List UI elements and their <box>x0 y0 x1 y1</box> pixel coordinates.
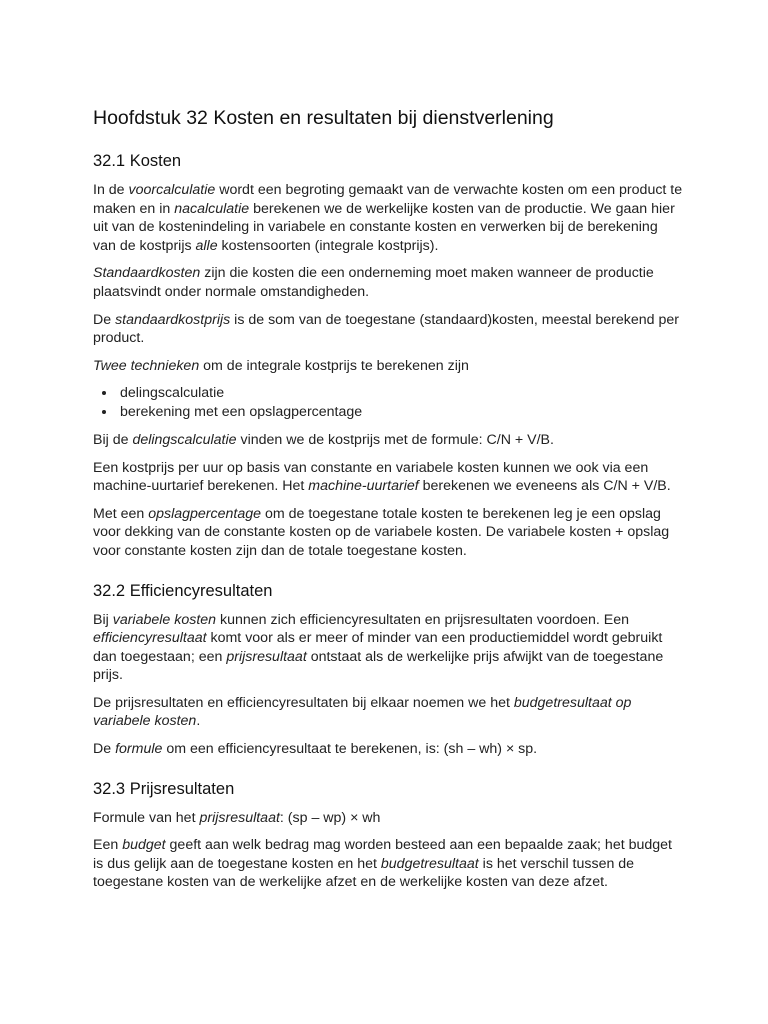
term-voorcalculatie: voorcalculatie <box>128 182 216 198</box>
paragraph <box>93 611 683 685</box>
paragraph <box>93 505 683 561</box>
text: wordt een begroting gemaakt van de verwachte kosten om een product te maken en in <box>93 182 683 217</box>
paragraph <box>93 264 683 301</box>
term-standaardkosten: Standaardkosten <box>93 265 201 282</box>
term-budgetresultaat-op-variabele-kosten: budgetresultaat op variabele kosten <box>93 694 632 730</box>
term-formule: formule <box>115 741 163 758</box>
term-twee-technieken: Twee technieken <box>93 357 200 374</box>
text: om een efficiencyresultaat te berekenen, is: (sh – wh) × sp. <box>162 741 538 758</box>
term-machine-uurtarief: machine-uurtarief <box>308 478 419 495</box>
term-budget: budget <box>122 837 166 854</box>
document-page <box>93 105 683 901</box>
paragraph <box>93 181 683 255</box>
term-opslagpercentage: opslagpercentage <box>148 505 262 522</box>
list-item: • delingscalculatie <box>117 384 683 403</box>
text: kunnen zich efficiencyresultaten en prijsresultaten voordoen. Een <box>216 611 630 628</box>
term-prijsresultaat: prijsresultaat <box>226 648 307 665</box>
text: berekenen we de werkelijke kosten van de productie. We gaan hier uit van de kostenindeling in variabele en constante kosten en verwerken bij de berekening van de kostprijs <box>93 200 675 254</box>
term-standaardkostprijs: standaardkostprijs <box>115 311 231 328</box>
paragraph <box>93 431 683 450</box>
paragraph <box>93 357 683 376</box>
term-efficiencyresultaat: efficiencyresultaat <box>93 630 207 647</box>
text: ontstaat als de werkelijke prijs afwijkt van de toegestane prijs. <box>93 648 664 684</box>
paragraph <box>93 311 683 348</box>
text: De prijsresultaten en efficiencyresultaten bij elkaar noemen we het <box>93 694 514 711</box>
term-variabele-kosten: variabele kosten <box>112 611 217 628</box>
term-budgetresultaat: budgetresultaat <box>380 855 479 872</box>
paragraph <box>93 740 683 759</box>
text: Bij <box>93 611 113 628</box>
text: In de <box>93 182 129 198</box>
paragraph <box>93 809 683 828</box>
text: De <box>93 741 116 758</box>
paragraph <box>93 836 683 892</box>
term-prijsresultaat: prijsresultaat <box>199 809 280 826</box>
text: is de som van de toegestane (standaard)kosten, meestal berekend per product. <box>93 311 679 347</box>
text: komt voor als er meer of minder van een productiemiddel wordt gebruikt dan toegestaan; een <box>93 630 663 665</box>
text: om de integrale kostprijs te berekenen zijn <box>199 357 469 374</box>
text: om de toegestane totale kosten te berekenen leg je een opslag voor dekking van de constante kosten op de variabele kosten. De variabele kosten + opslag voor constante kosten zijn dan de totale toegestane kosten. <box>93 505 670 559</box>
term-nacalculatie: nacalculatie <box>174 200 250 217</box>
text: berekenen we eveneens als C/N + V/B. <box>418 478 671 495</box>
section-heading-prijsresultaten: 32.3 Prijsresultaten <box>93 779 235 798</box>
text: De <box>93 311 116 328</box>
text: Met een <box>93 505 149 522</box>
text: Een <box>93 837 123 854</box>
text: Formule van het <box>93 809 200 826</box>
text: zijn die kosten die een onderneming moet maken wanneer de productie plaatsvindt onder normale omstandigheden. <box>93 265 654 300</box>
list-item: • berekening met een opslagpercentage <box>117 403 683 422</box>
bullet-list <box>93 384 683 422</box>
text: Een kostprijs per uur op basis van constante en variabele kosten kunnen we ook via een machine-uurtarief berekenen. Het <box>93 459 649 495</box>
text: Bij de <box>93 431 133 448</box>
text: : (sp – wp) × wh <box>279 809 381 826</box>
text: vinden we de kostprijs met de formule: C/N + V/B. <box>236 431 554 448</box>
term-delingscalculatie: delingscalculatie <box>132 431 237 448</box>
text: kostensoorten (integrale kostprijs). <box>217 237 439 254</box>
paragraph <box>93 694 683 731</box>
text: . <box>196 713 201 730</box>
paragraph <box>93 459 683 496</box>
document-title: Hoofdstuk 32 Kosten en resultaten bij dienstverlening <box>93 107 554 129</box>
text: geeft aan welk bedrag mag worden besteed aan een bepaalde zaak; het budget is dus gelijk aan de toegestane kosten en het <box>93 837 672 872</box>
section-heading-kosten: 32.1 Kosten <box>93 152 182 170</box>
text: is het verschil tussen de toegestane kosten van de werkelijke afzet en de werkelijke kosten van deze afzet. <box>93 855 635 891</box>
section-heading-efficiencyresultaten: 32.2 Efficiencyresultaten <box>93 581 273 600</box>
term-alle: alle <box>195 237 218 254</box>
